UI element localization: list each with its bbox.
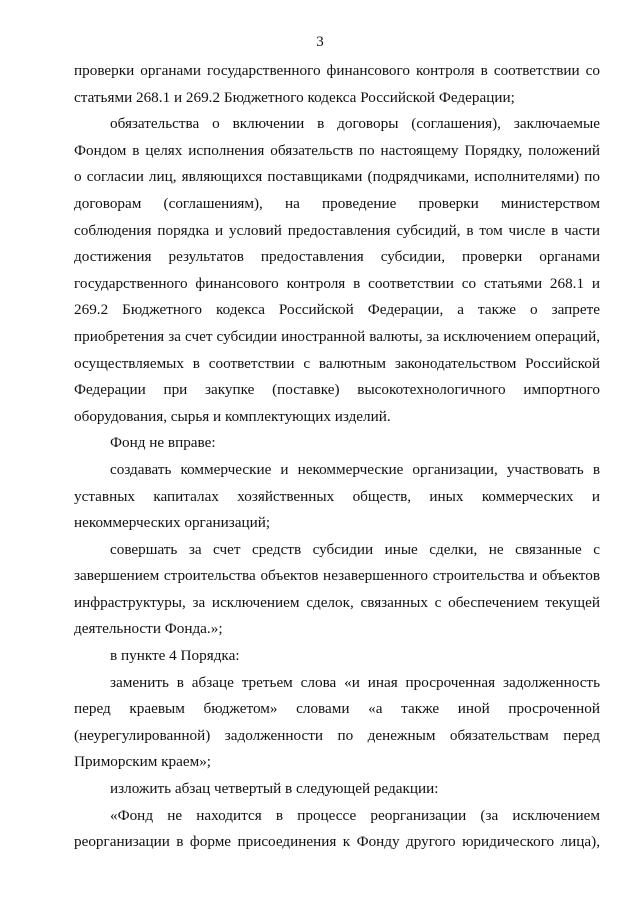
text-line: «Фонд не находится в процессе реорганизации (за исключением xyxy=(110,806,600,824)
text-line: статьями 268.1 и 269.2 Бюджетного кодекса Российской Федерации; xyxy=(74,88,515,106)
text-line: договорам (соглашениям), на проведение проверки министерством xyxy=(74,194,600,212)
text-line: обязательства о включении в договоры (соглашения), заключаемые xyxy=(110,115,600,133)
text-line: приобретения за счет субсидии иностранной валюты, за исключением операций, xyxy=(74,327,600,345)
text-line: достижения результатов предоставления субсидии, проверки органами xyxy=(74,248,600,266)
text-line: деятельности Фонда.»; xyxy=(74,620,223,638)
text-line: (неурегулированной) задолженности по денежным обязательствам перед xyxy=(74,726,600,744)
text-line: в пункте 4 Порядка: xyxy=(110,647,240,665)
text-line: инфраструктуры, за исключением сделок, связанных с обеспечением текущей xyxy=(74,593,600,611)
text-line: реорганизации в форме присоединения к Фонду другого юридического лица), xyxy=(74,833,600,851)
text-line: соблюдения порядка и условий предоставления субсидий, в том числе в части xyxy=(74,221,600,239)
text-line: перед краевым бюджетом» словами «а также иной просроченной xyxy=(74,700,600,718)
text-line: Фонд не вправе: xyxy=(110,434,216,452)
text-line: Федерации при закупке (поставке) высокотехнологичного импортного xyxy=(74,381,600,399)
text-line: некоммерческих организаций; xyxy=(74,514,271,532)
text-line: совершать за счет средств субсидии иные сделки, не связанные с xyxy=(110,540,600,558)
text-line: изложить абзац четвертый в следующей редакции: xyxy=(110,780,439,798)
document-body xyxy=(74,58,600,856)
text-line: о согласии лиц, являющихся поставщиками (подрядчиками, исполнителями) по xyxy=(74,168,600,186)
text-line: осуществляемых в соответствии с валютным законодательством Российской xyxy=(74,354,600,372)
text-line: оборудования, сырья и комплектующих изделий. xyxy=(74,407,391,425)
text-line: заменить в абзаце третьем слова «и иная просроченная задолженность xyxy=(110,673,600,691)
text-line: государственного финансового контроля в соответствии со статьями 268.1 и xyxy=(74,274,600,292)
text-line: 269.2 Бюджетного кодекса Российской Федерации, а также о запрете xyxy=(74,301,600,319)
text-line: создавать коммерческие и некоммерческие организации, участвовать в xyxy=(110,460,600,478)
text-line: проверки органами государственного финансового контроля в соответствии со xyxy=(74,62,600,79)
text-line: уставных капиталах хозяйственных обществ, иных коммерческих и xyxy=(74,487,600,505)
page-number: 3 xyxy=(316,34,324,50)
text-line: Фондом в целях исполнения обязательств по настоящему Порядку, положений xyxy=(74,141,600,159)
text-line: завершением строительства объектов незавершенного строительства и объектов xyxy=(74,567,600,585)
text-line: Приморским краем»; xyxy=(74,753,212,771)
